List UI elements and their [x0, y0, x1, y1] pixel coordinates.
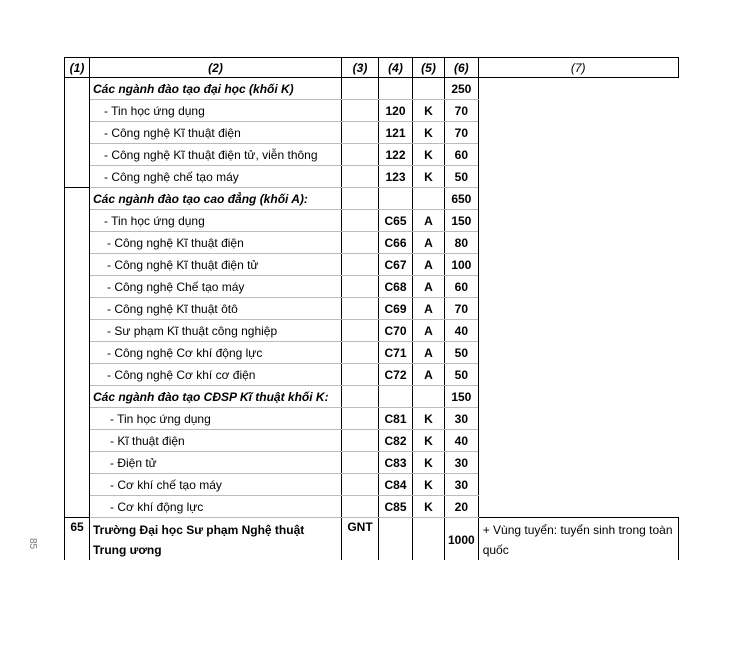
major-quota: 60 — [445, 144, 479, 166]
major-name: - Công nghệ Cơ khí cơ điện — [90, 364, 342, 386]
major-name: - Công nghệ Kĩ thuật điện tử — [90, 254, 342, 276]
major-name: - Sư phạm Kĩ thuật công nghiệp — [90, 320, 342, 342]
major-quota: 100 — [445, 254, 479, 276]
major-quota: 30 — [445, 408, 479, 430]
school-note-cell — [478, 518, 678, 561]
page-number: 85 — [27, 538, 38, 550]
major-block: K — [413, 496, 445, 518]
major-quota: 50 — [445, 166, 479, 188]
major-name: - Công nghệ Chế tạo máy — [90, 276, 342, 298]
major-code: C84 — [379, 474, 413, 496]
major-block: A — [413, 364, 445, 386]
header-col-7: (7) — [478, 58, 678, 78]
header-col-1: (1) — [65, 58, 90, 78]
major-code: 121 — [379, 122, 413, 144]
major-code: C85 — [379, 496, 413, 518]
major-code: 123 — [379, 166, 413, 188]
group-total: 150 — [445, 386, 479, 408]
major-code: C65 — [379, 210, 413, 232]
major-block: K — [413, 408, 445, 430]
major-name: - Điện tử — [90, 452, 342, 474]
group-heading: Các ngành đào tạo cao đẳng (khối A): — [90, 188, 342, 210]
major-block: K — [413, 430, 445, 452]
major-block: K — [413, 122, 445, 144]
table-body — [65, 78, 679, 561]
major-name: - Công nghệ Cơ khí động lực — [90, 342, 342, 364]
empty-cell — [413, 78, 445, 100]
major-block: A — [413, 210, 445, 232]
major-quota: 80 — [445, 232, 479, 254]
school-name-cell — [90, 518, 342, 561]
school-name: Trường Đại học Sư phạm Nghệ thuật Trung ương — [93, 523, 305, 557]
major-quota: 20 — [445, 496, 479, 518]
major-code: C72 — [379, 364, 413, 386]
header-col-4: (4) — [379, 58, 413, 78]
table-row — [65, 496, 679, 518]
major-code: C66 — [379, 232, 413, 254]
school-code: GNT — [342, 518, 379, 561]
major-code: 122 — [379, 144, 413, 166]
major-name: - Cơ khí chế tạo máy — [90, 474, 342, 496]
major-quota: 70 — [445, 298, 479, 320]
empty-cell — [379, 518, 413, 561]
major-name: - Công nghệ Kĩ thuật điện — [90, 122, 342, 144]
school-number: 65 — [65, 518, 90, 561]
major-code: C83 — [379, 452, 413, 474]
major-code: C67 — [379, 254, 413, 276]
major-block: K — [413, 166, 445, 188]
empty-cell — [342, 78, 379, 100]
major-quota: 70 — [445, 122, 479, 144]
major-name: - Công nghệ Kĩ thuật điện tử, viễn thông — [90, 144, 342, 166]
major-code: C69 — [379, 298, 413, 320]
group-total: 650 — [445, 188, 479, 210]
major-name: - Công nghệ Kĩ thuật điện — [90, 232, 342, 254]
major-code: 120 — [379, 100, 413, 122]
major-block: K — [413, 100, 445, 122]
major-block: K — [413, 474, 445, 496]
major-block: A — [413, 342, 445, 364]
school-quota: 1000 — [445, 518, 479, 561]
school-note: + Vùng tuyển: tuyển sinh trong toàn quốc — [482, 523, 673, 557]
major-quota: 30 — [445, 452, 479, 474]
admissions-table — [64, 57, 679, 560]
table-row — [65, 474, 679, 496]
group-total: 250 — [445, 78, 479, 100]
major-code: C70 — [379, 320, 413, 342]
major-name: - Công nghệ chế tạo máy — [90, 166, 342, 188]
major-quota: 150 — [445, 210, 479, 232]
header-row — [65, 58, 679, 78]
major-block: A — [413, 254, 445, 276]
major-quota: 50 — [445, 342, 479, 364]
major-quota: 40 — [445, 320, 479, 342]
group-heading: Các ngành đào tạo đại học (khối K) — [90, 78, 342, 100]
group-heading-row — [65, 78, 679, 100]
header-col-2: (2) — [90, 58, 342, 78]
major-name: - Kĩ thuật điện — [90, 430, 342, 452]
header-col-5: (5) — [413, 58, 445, 78]
school-row — [65, 518, 679, 561]
note-cell-empty — [478, 78, 678, 474]
major-block: A — [413, 232, 445, 254]
major-name: - Công nghệ Kĩ thuật ôtô — [90, 298, 342, 320]
major-quota: 50 — [445, 364, 479, 386]
major-block: K — [413, 452, 445, 474]
major-code: C81 — [379, 408, 413, 430]
major-quota: 40 — [445, 430, 479, 452]
major-name: - Tin học ứng dụng — [90, 210, 342, 232]
empty-cell — [379, 78, 413, 100]
major-name: - Tin học ứng dụng — [90, 100, 342, 122]
empty-cell — [65, 78, 90, 100]
major-block: A — [413, 320, 445, 342]
group-heading: Các ngành đào tạo CĐSP Kĩ thuật khối K: — [90, 386, 342, 408]
major-name: - Tin học ứng dụng — [90, 408, 342, 430]
major-block: K — [413, 144, 445, 166]
major-quota: 60 — [445, 276, 479, 298]
major-block: A — [413, 276, 445, 298]
major-name: - Cơ khí động lực — [90, 496, 342, 518]
major-code: C82 — [379, 430, 413, 452]
empty-cell — [413, 518, 445, 561]
major-quota: 30 — [445, 474, 479, 496]
major-code: C68 — [379, 276, 413, 298]
major-block: A — [413, 298, 445, 320]
header-col-3: (3) — [342, 58, 379, 78]
major-code: C71 — [379, 342, 413, 364]
major-quota: 70 — [445, 100, 479, 122]
header-col-6: (6) — [445, 58, 479, 78]
